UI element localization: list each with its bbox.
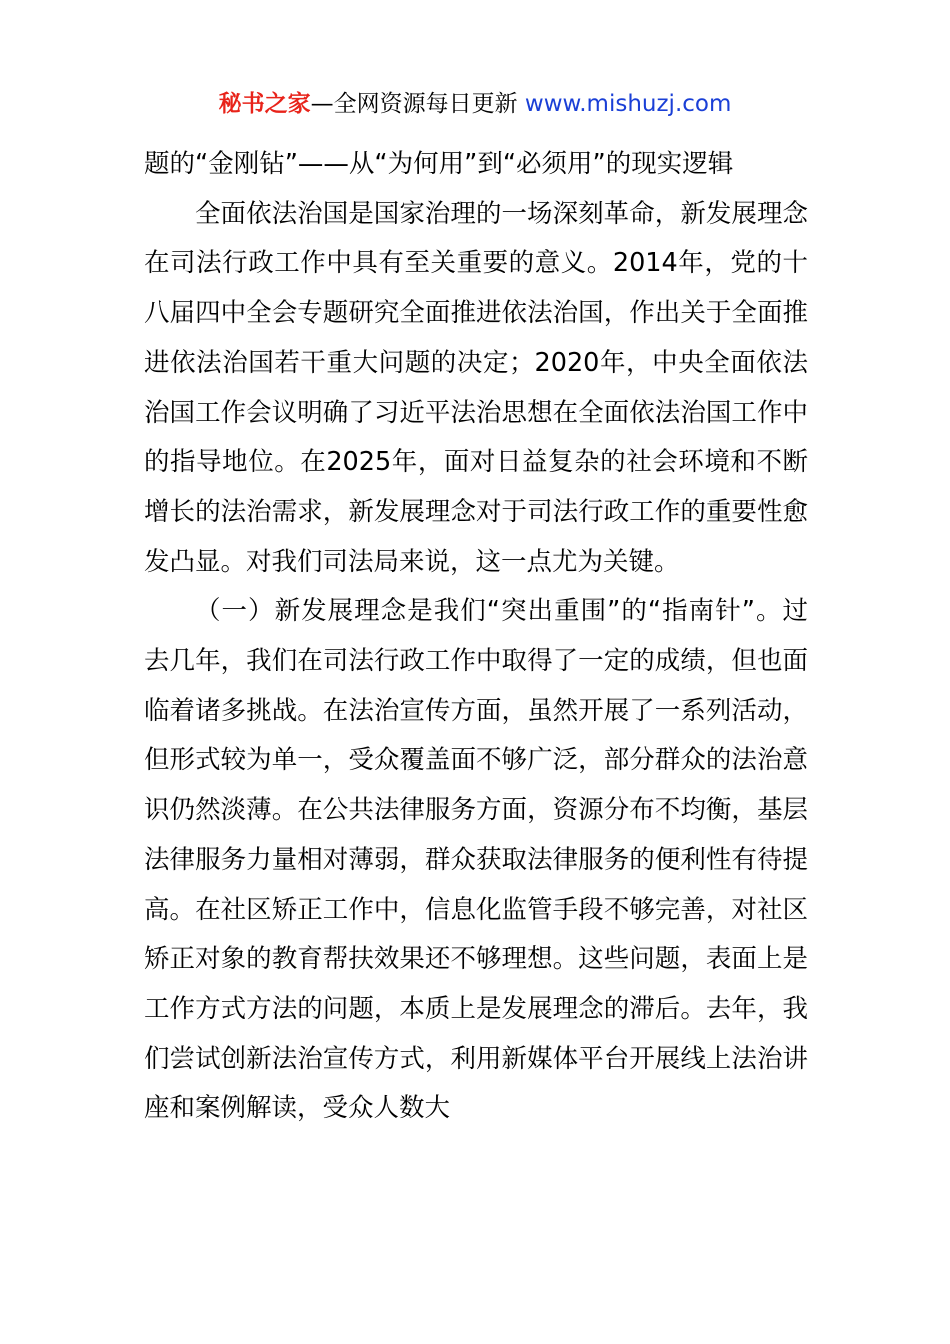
site-brand: 秘书之家 (218, 91, 311, 117)
section-heading: 题的“金刚钻”——从“为何用”到“必须用”的现实逻辑 (144, 149, 734, 179)
body-paragraph: 全面依法治国是国家治理的一场深刻革命，新发展理念在司法行政工作中具有至关重要的意义。2014年，党的十八届四中全会专题研究全面推进依法治国，作出关于全面推进依法治国若干重大问题的决定；2020年，中央全面依法治国工作会议明确了习近平法治思想在全面依法治国工作中的指导地位。在2025年，面对日益复杂的社会环境和不断增长的法治需求，新发展理念对于司法行政工作的重要性愈发凸显。对我们司法局来说，这一点尤为关键。 (144, 198, 808, 577)
site-url-link[interactable]: www.mishuzj.com (524, 91, 732, 117)
site-header (0, 86, 950, 122)
document-body (144, 140, 808, 1134)
site-slogan: 全网资源每日更新 (333, 91, 518, 117)
header-dash: — (310, 91, 334, 117)
body-paragraph: （一）新发展理念是我们“突出重围”的“指南针”。过去几年，我们在司法行政工作中取得了一定的成绩，但也面临着诸多挑战。在法治宣传方面，虽然开展了一系列活动，但形式较为单一，受众覆盖面不够广泛，部分群众的法治意识仍然淡薄。在公共法律服务方面，资源分布不均衡，基层法律服务力量相对薄弱，群众获取法律服务的便利性有待提高。在社区矫正工作中，信息化监管手段不够完善，对社区矫正对象的教育帮扶效果还不够理想。这些问题，表面上是工作方式方法的问题，本质上是发展理念的滞后。去年，我们尝试创新法治宣传方式，利用新媒体平台开展线上法治讲座和案例解读，受众人数大 (144, 596, 808, 1124)
